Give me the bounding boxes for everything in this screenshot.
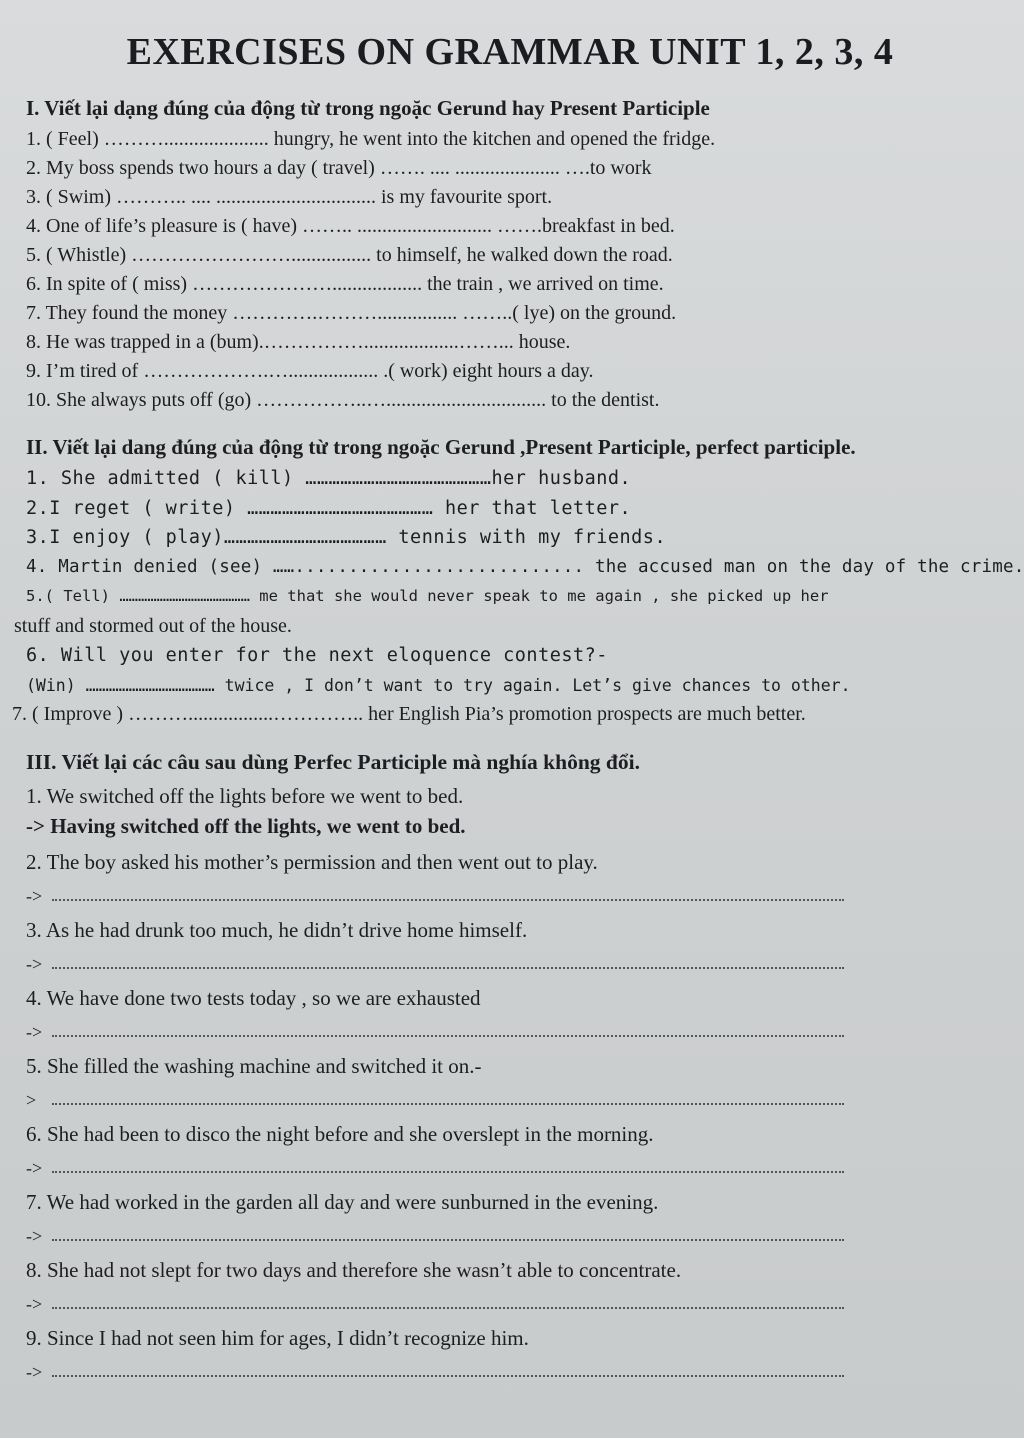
question-7: 7. We had worked in the garden all day and were sunburned in the evening.: [26, 1189, 659, 1214]
answer-line[interactable]: [26, 1013, 994, 1045]
answer-line[interactable]: [26, 1353, 994, 1385]
answer-line[interactable]: [26, 1081, 994, 1113]
answer-line[interactable]: [26, 1149, 994, 1181]
arrow-marker: ->: [26, 1021, 43, 1042]
exercise-line-continuation: stuff and stormed out of the house.: [14, 614, 292, 637]
exercise-line: 7. They found the money ………….………................ ……..( lye) on the ground.: [26, 302, 677, 324]
arrow-marker: >: [26, 1089, 37, 1110]
exercise-line: 3.I enjoy ( play)…………………………………… tennis with my friends.: [26, 527, 667, 548]
question-8: 8. She had not slept for two days and therefore she wasn’t able to concentrate.: [26, 1257, 682, 1282]
exercise-line: 3. ( Swim) ……….. .... ................................ is my favourite sport.: [26, 186, 553, 208]
answer-line[interactable]: [26, 877, 994, 909]
exercise-line: 4. One of life’s pleasure is ( have) …….. ........................... …….breakfast in bed.: [26, 215, 675, 237]
question-9: 9. Since I had not seen him for ages, I didn’t recognize him.: [26, 1325, 529, 1350]
dotted-line: [52, 1307, 844, 1309]
arrow-marker: ->: [26, 1293, 43, 1314]
section-3-heading: III. Viết lại các câu sau dùng Perfec Participle mà nghía không đổi.: [26, 749, 640, 774]
section-2: [12, 435, 1024, 730]
exercise-line: (Win) ………………………………… twice , I don’t want to try again. Let’s give chances to other.: [26, 675, 851, 695]
dotted-line: [52, 1375, 844, 1377]
page-title: EXERCISES ON GRAMMAR UNIT 1, 2, 3, 4: [126, 31, 894, 73]
section-2-heading: II. Viết lại dang đúng của động từ trong ngoặc Gerund ,Present Participle, perfect participle.: [26, 435, 856, 459]
exercise-line: 6. In spite of ( miss) ………………….................. the train , we arrived on time.: [26, 273, 664, 295]
exercise-line: 2. My boss spends two hours a day ( travel) ……. .... ..................... ….to work: [26, 157, 652, 179]
exercise-line: 5. ( Whistle) ……………………................ to himself, he walked down the road.: [26, 244, 673, 266]
question-6: 6. She had been to disco the night before and she overslept in the morning.: [26, 1121, 654, 1146]
section-1-heading: I. Viết lại dạng đúng của động từ trong ngoặc Gerund hay Present Participle: [26, 96, 710, 120]
dotted-line: [52, 1171, 844, 1173]
dotted-line: [52, 1035, 844, 1037]
question-3: 3. As he had drunk too much, he didn’t drive home himself.: [26, 917, 528, 942]
exercise-line: 5.( Tell) …………………………………… me that she would never speak to me again , she picked up her: [26, 587, 829, 605]
arrow-marker: ->: [26, 953, 43, 974]
answer-line[interactable]: [26, 1217, 994, 1249]
dotted-line: [52, 1103, 844, 1105]
dotted-line: [52, 967, 844, 969]
exercise-line: 7. ( Improve ) ……….................………….. her English Pia’s promotion prospects are much better.: [12, 703, 806, 725]
question-1: 1. We switched off the lights before we went to bed.: [26, 783, 464, 808]
answer-line[interactable]: [26, 1285, 994, 1317]
answer-example: -> Having switched off the lights, we went to bed.: [26, 813, 466, 838]
exercise-line: 6. Will you enter for the next eloquence contest?-: [26, 645, 608, 666]
arrow-marker: ->: [26, 1361, 43, 1382]
exercise-line: 8. He was trapped in a (bum).……………...................……... house.: [26, 331, 571, 353]
question-2: 2. The boy asked his mother’s permission and then went out to play.: [26, 849, 598, 874]
question-4: 4. We have done two tests today , so we are exhausted: [26, 985, 481, 1010]
exercise-line: 10. She always puts off (go) ……………..…................................ to the dentist.: [26, 389, 660, 411]
arrow-marker: ->: [26, 1225, 43, 1246]
answer-line[interactable]: [26, 945, 994, 977]
question-5: 5. She filled the washing machine and switched it on.-: [26, 1053, 482, 1078]
dotted-line: [52, 899, 844, 901]
arrow-marker: ->: [26, 885, 43, 906]
exercise-line: 9. I’m tired of ……………….….................. .( work) eight hours a day.: [26, 360, 594, 382]
exercise-line: 1. She admitted ( kill) …………………………………………her husband.: [26, 468, 632, 489]
section-1: [26, 96, 994, 415]
section-3: [26, 750, 994, 1385]
dotted-line: [52, 1239, 844, 1241]
exercise-line: 2.I reget ( write) ………………………………………… her that letter.: [26, 497, 632, 519]
exercise-line: 1. ( Feel) ………..................... hungry, he went into the kitchen and opened the fridge.: [26, 128, 716, 150]
exercise-line: 4. Martin denied (see) ……........................... the accused man on the day of the crime.: [26, 556, 1024, 577]
arrow-marker: ->: [26, 1157, 43, 1178]
